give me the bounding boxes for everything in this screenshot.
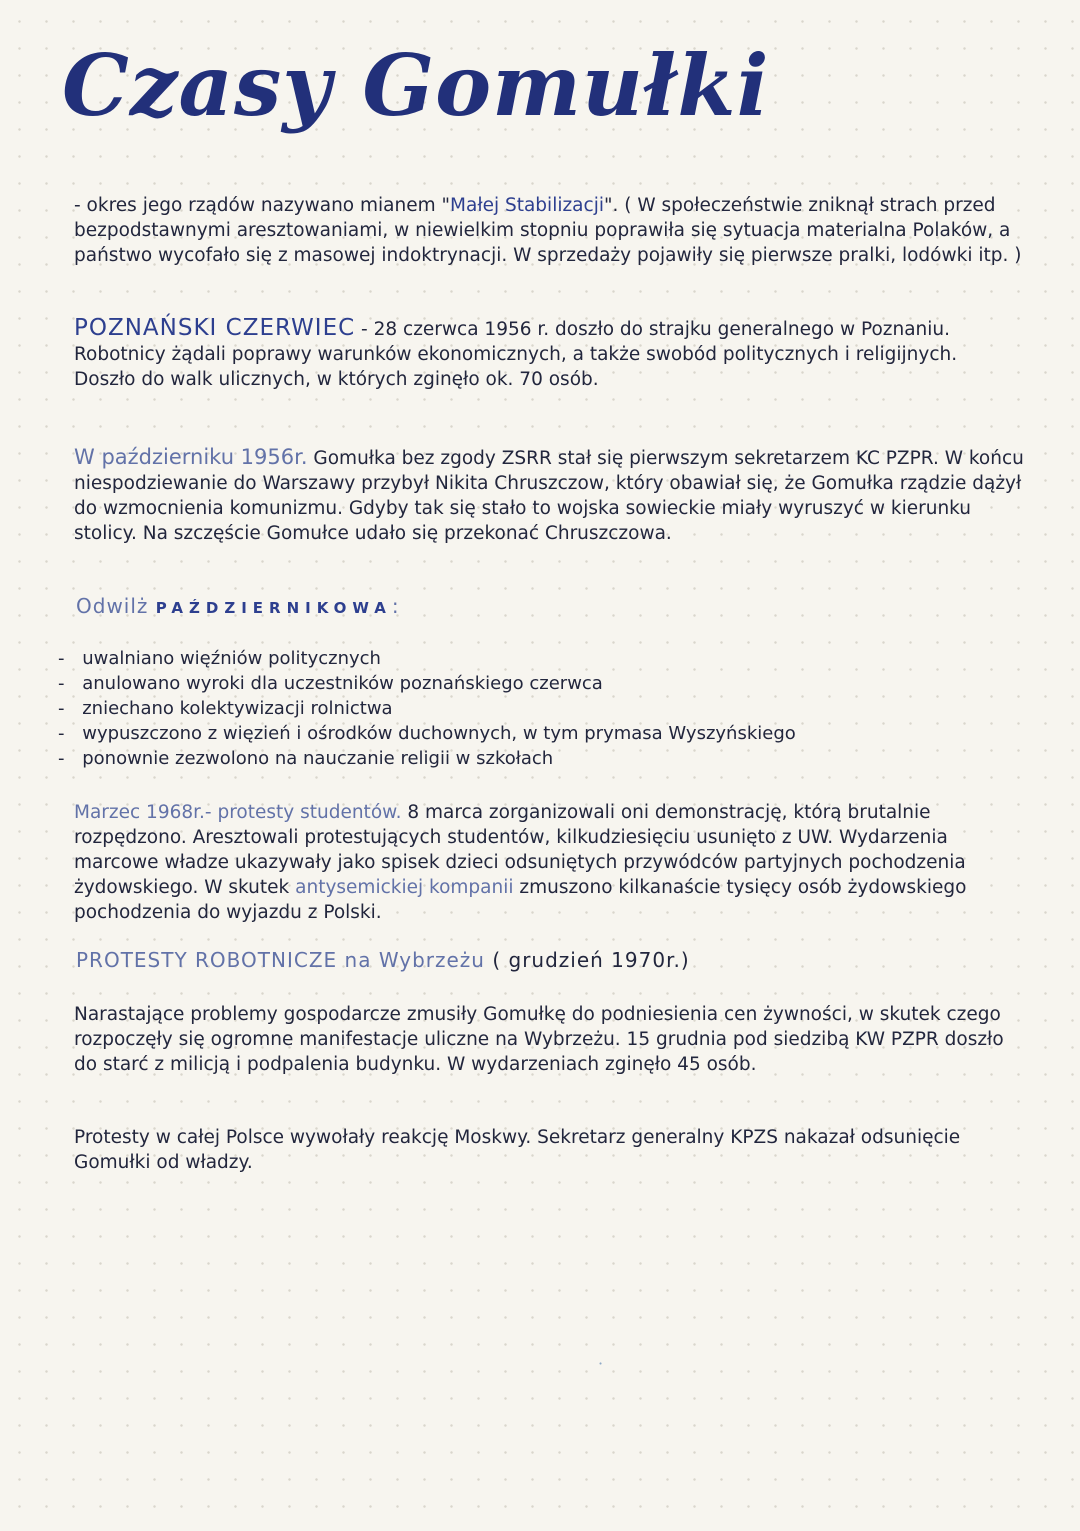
coast-heading-main: PROTESTY ROBOTNICZE: [76, 948, 338, 972]
list-item: - ponownie zezwolono na nauczanie religii w szkołach: [58, 746, 998, 771]
thaw-list: [58, 646, 998, 771]
coast-heading-tail: na Wybrzeżu: [337, 948, 485, 972]
march-tail: zmuszono kilkanaście tysięcy osób żydowskiego pochodzenia do wyjazdu z Polski.: [74, 877, 967, 923]
thaw-heading-spaced: PAŹDZIERNIKOWA: [155, 599, 392, 617]
coast-heading: [76, 948, 690, 972]
october-text: Gomułka bez zgody ZSRR stał się pierwszym sekretarzem KC PZPR. W końcu niespodziewanie do Warszawy przybył Nikita Chruszczow, który obawiał się, że Gomułka rządzie dążył do wzmocnienia komunizmu. Gdyby tak się stało to wojska sowieckie miały wyruszyć w kierunku stolicy. Na szczęście Gomułce udało się przekonać Chruszczowa.: [74, 448, 1024, 544]
intro-suffix: ". ( W społeczeństwie zniknął strach przed bezpodstawnymi aresztowaniami, w niewielkim stopniu poprawiła się sytuacja materialna Polaków, a państwo wycofało się z masowej indoktrynacji. W sprzedaży pojawiły się pierwsze pralki, lodówki itp. ): [74, 195, 1022, 266]
poznan-paragraph: [74, 316, 1024, 392]
ink-dot: ·: [598, 1354, 604, 1373]
page-title: Czasy Gomułki: [62, 36, 770, 135]
intro-prefix: - okres jego rządów nazywano mianem ": [74, 195, 451, 216]
march-paragraph: [74, 800, 1024, 925]
thaw-heading: [76, 594, 400, 618]
thaw-heading-colon: :: [391, 594, 400, 618]
march-highlight: antysemickiej kompanii: [295, 877, 514, 898]
list-item: - anulowano wyroki dla uczestników poznańskiego czerwca: [58, 671, 998, 696]
list-item: - uwalniano więźniów politycznych: [58, 646, 998, 671]
march-text: 8 marca zorganizowali oni demonstrację, którą brutalnie rozpędzono. Aresztowali protestujących studentów, kilkudziesięciu usunięto z UW. Wydarzenia marcowe władze ukazywały jako spisek dzieci odsuniętych przywódców partyjnych pochodzenia żydowskiego. W skutek: [74, 802, 966, 898]
october-heading: W październiku 1956r.: [74, 445, 308, 469]
poznan-text: - 28 czerwca 1956 r. doszło do strajku generalnego w Poznaniu. Robotnicy żądali poprawy warunków ekonomicznych, a także swobód politycznych i religijnych. Doszło do walk ulicznych, w których zginęło ok. 70 osób.: [74, 319, 958, 390]
list-item: - zniechano kolektywizacji rolnictwa: [58, 696, 998, 721]
thaw-heading-word: Odwilż: [76, 594, 149, 618]
intro-paragraph: [74, 193, 1024, 268]
march-heading: Marzec 1968r.- protesty studentów.: [74, 802, 402, 823]
poznan-heading: POZNAŃSKI CZERWIEC: [74, 315, 356, 341]
coast-paragraph: Narastające problemy gospodarcze zmusiły Gomułkę do podniesienia cen żywności, w skutek czego rozpoczęły się ogromne manifestacje uliczne na Wybrzeżu. 15 grudnia pod siedzibą KW PZPR doszło do starć z milicją i podpalenia budynku. W wydarzeniach zginęło 45 osób.: [74, 1004, 1004, 1075]
moscow-paragraph: Protesty w całej Polsce wywołały reakcję Moskwy. Sekretarz generalny KPZS nakazał odsunięcie Gomułki od władzy.: [74, 1127, 961, 1173]
october-paragraph: [74, 445, 1024, 546]
coast-date: ( grudzień 1970r.): [484, 948, 690, 972]
list-item: - wypuszczono z więzień i ośrodków duchownych, w tym prymasa Wyszyńskiego: [58, 721, 998, 746]
intro-highlight: Małej Stabilizacji: [450, 195, 604, 216]
